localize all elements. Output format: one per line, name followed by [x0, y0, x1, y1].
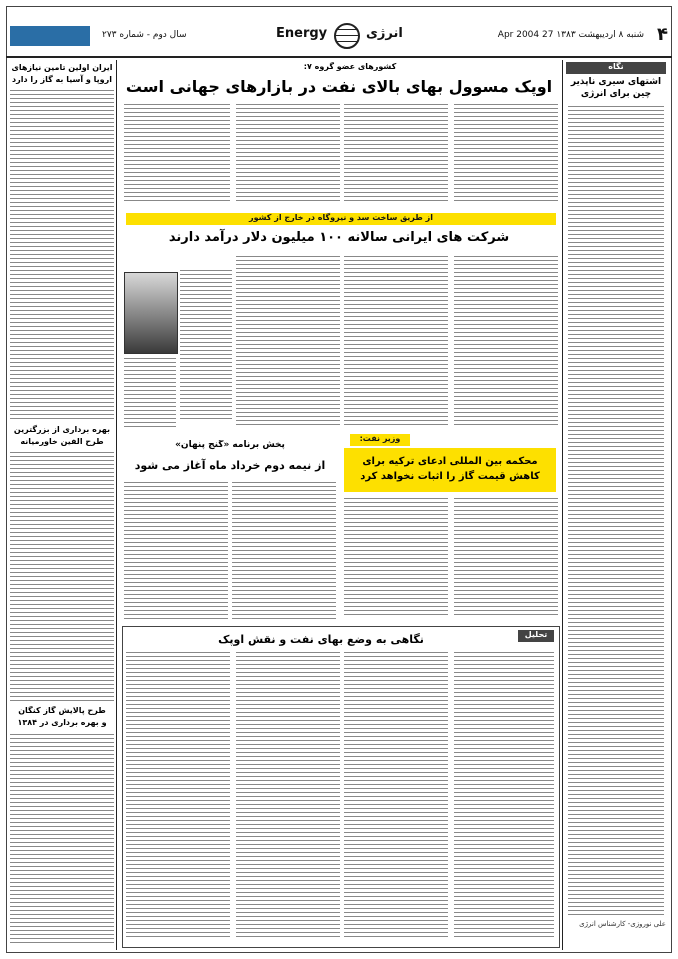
- right-column-byline: علی نوروزی- کارشناس انرژی: [579, 920, 666, 928]
- right-column-tag: نگاه: [566, 62, 666, 74]
- bottom-story-headline: نگاهی به وضع بهای نفت و نقش اوپک: [218, 633, 424, 646]
- right-column-headline: اشتهای سیری ناپذیر چین برای انرژی: [570, 77, 662, 99]
- column-divider: [116, 60, 117, 950]
- second-story-headline: شرکت های ایرانی سالانه ۱۰۰ میلیون دلار درآمد دارند: [168, 230, 510, 245]
- turkey-story-headline: محکمه بین المللی ادعای ترکیه برای کاهش قیمت گاز را اثبات نخواهد کرد: [360, 456, 540, 482]
- main-story-col-2: [344, 104, 448, 204]
- section-title-en: Energy: [276, 26, 328, 41]
- main-story-col-3: [236, 104, 340, 204]
- gas-story-kicker: پخش برنامه «گنج پنهان»: [175, 440, 285, 450]
- section-title-fa: انرژی: [366, 26, 403, 41]
- main-story-kicker: کشورهای عضو گروه ۷:: [303, 62, 397, 71]
- left-headline-3: طرح پالایش گاز کنگان: [18, 706, 106, 715]
- bottom-story-tag: تحلیل: [518, 630, 554, 642]
- gas-story-col-2: [124, 482, 228, 622]
- bottom-story-col-4: [126, 652, 230, 940]
- issue-number: سال دوم - شماره ۲۷۳: [102, 30, 187, 40]
- left-headline-4: و بهره برداری در ۱۳۸۴: [17, 718, 107, 727]
- left-headline-1: ایران اولین تامین نیازهای اروپا و آسیا به گاز را دارد: [11, 63, 113, 84]
- bottom-story-col-1: [454, 652, 554, 940]
- second-story-col-1: [454, 256, 558, 426]
- main-story-col-1: [454, 104, 558, 204]
- gas-story-headline: از نیمه دوم خرداد ماه آغاز می شود: [134, 459, 326, 472]
- main-story-headline: اوپک مسوول بهای بالای نفت در بازارهای جهانی است: [125, 77, 553, 96]
- turkey-story-col-1: [454, 498, 558, 618]
- second-story-kicker: از طریق ساخت سد و نیروگاه در خارج از کشور: [126, 213, 556, 225]
- turkey-story-tag: وزیر نفت:: [350, 434, 410, 446]
- left-headline-2: بهره برداری از بزرگترین طرح الفین خاورمیانه: [13, 425, 111, 446]
- turkey-story-col-2: [344, 498, 448, 618]
- portrait-photo: [124, 272, 178, 354]
- bottom-story-col-2: [344, 652, 448, 940]
- dateline: شنبه ۸ اردیبهشت ۱۳۸۳ 27 Apr 2004: [497, 30, 644, 40]
- globe-icon: [334, 23, 360, 49]
- second-story-col-5: [124, 358, 176, 428]
- second-story-col-4: [180, 270, 232, 420]
- bottom-story-col-3: [236, 652, 340, 940]
- page-number: ۴: [657, 24, 668, 45]
- gas-story-col-1: [232, 482, 336, 622]
- masthead: [6, 22, 672, 58]
- left-body-1: [10, 90, 114, 420]
- left-body-3: [10, 734, 114, 944]
- column-divider: [562, 60, 563, 950]
- main-story-col-4: [124, 104, 230, 204]
- second-story-col-3: [236, 256, 340, 426]
- right-column-body: [568, 106, 664, 916]
- left-body-2: [10, 452, 114, 702]
- second-story-col-2: [344, 256, 448, 426]
- newspaper-logo: [10, 26, 90, 46]
